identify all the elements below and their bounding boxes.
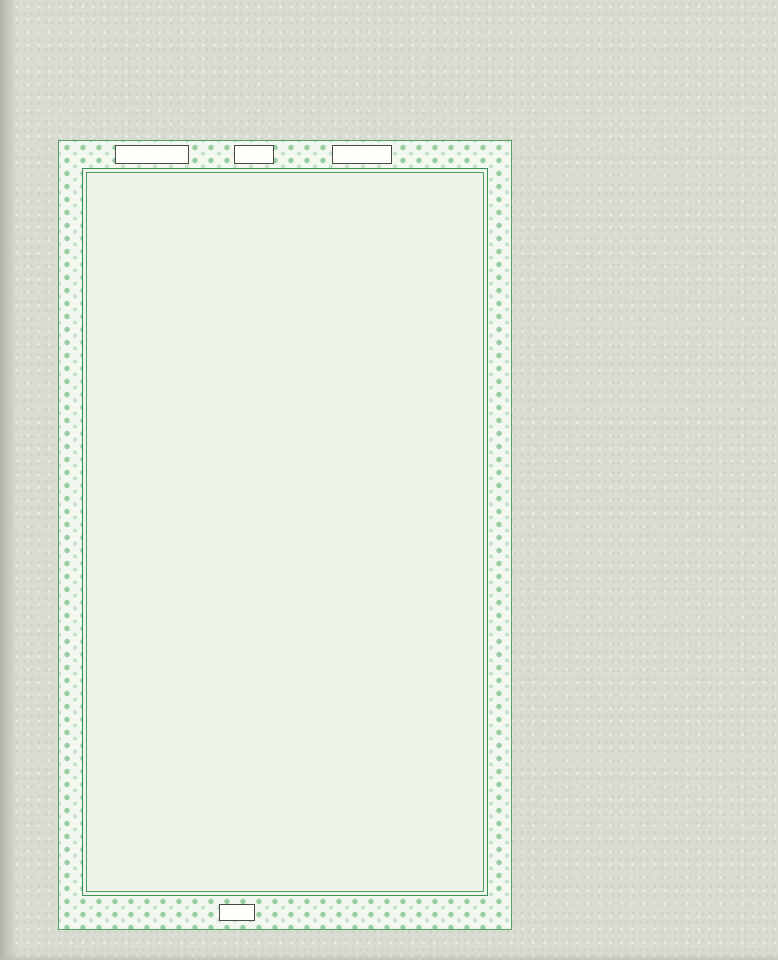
- page-number-box: [234, 145, 274, 164]
- manzil-marker: [219, 904, 255, 921]
- surah-name-box: [115, 145, 189, 164]
- quran-text-area: [82, 168, 488, 896]
- quran-ornamental-frame: [58, 140, 512, 930]
- scan-shadow-bottom: [0, 952, 778, 960]
- scan-shadow-left: [0, 0, 17, 960]
- juz-name-box: [332, 145, 392, 164]
